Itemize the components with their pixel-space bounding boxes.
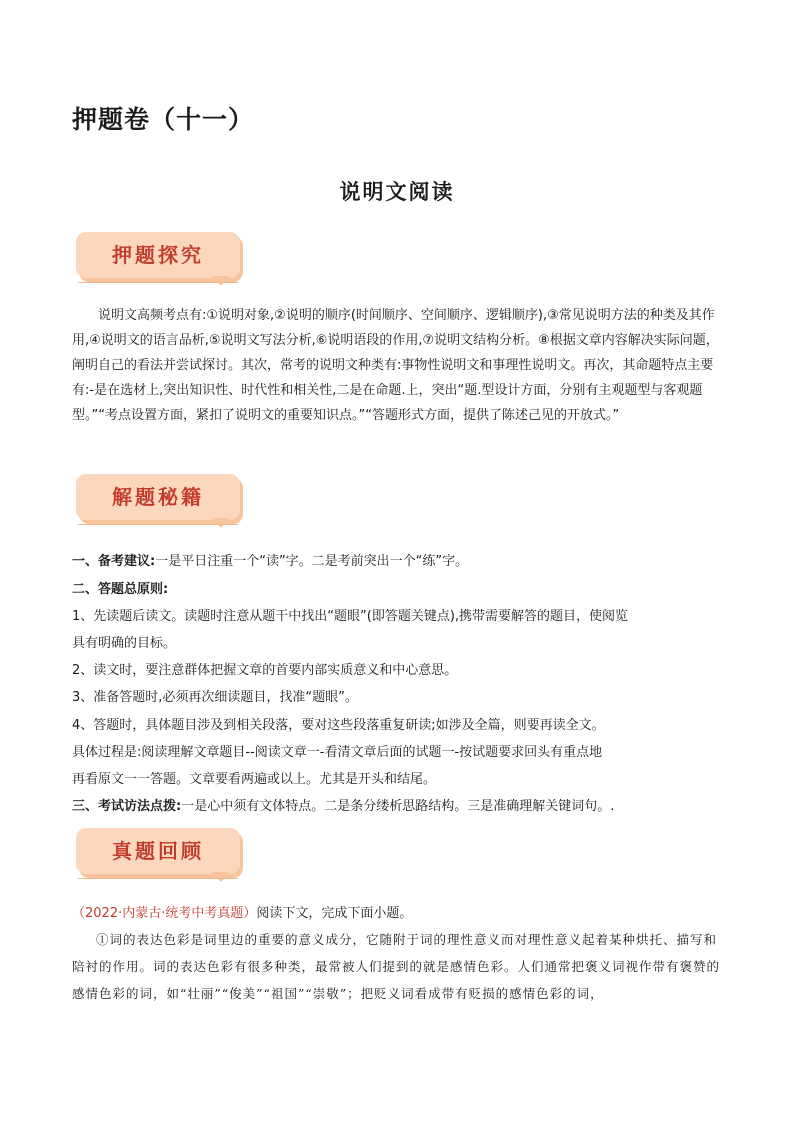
- exam-source-line: [72, 902, 412, 921]
- section-banner-tips: [76, 474, 242, 524]
- banner-label: 解题秘籍: [112, 485, 204, 509]
- tips-line: [72, 770, 436, 790]
- page-title: 押题卷（十一）: [72, 105, 255, 134]
- tips-line: [72, 688, 358, 708]
- banner-underline: [78, 282, 238, 283]
- tips-line: [72, 552, 468, 572]
- tips-line: [72, 580, 168, 600]
- banner-underline: [78, 524, 238, 525]
- tips-line: [72, 607, 628, 627]
- tips-text: 3、准备答题时,必须再次细读题目，找准“题眼”。: [72, 690, 358, 705]
- tips-heading: 一、备考建议:: [72, 554, 156, 569]
- reading-passage: ①词的表达色彩是词里边的重要的意义成分，它随附于词的理性意义而对理性意义起着某种烘托、描写和陪衬的作用。词的表达色彩有很多种类，最常被人们提到的就是感情色彩。人们通常把褒义词视作带有褒赞的感情色彩的词，如“壮丽”“俊美”“祖国”“崇敬”；把贬义词看成带有贬损的感情色彩的词，: [72, 932, 721, 1001]
- exam-source-tag: （2022·内蒙古·统考中考真题）: [72, 906, 257, 921]
- tips-text: 再看原文一一答题。文章要看两遍或以上。尤其是开头和结尾。: [72, 772, 437, 787]
- page-subtitle: 说明文阅读: [339, 180, 455, 204]
- banner-label: 真题回顾: [112, 839, 204, 863]
- tips-line: [72, 716, 605, 736]
- tips-text: 2、读文时，要注意群体把握文章的首要内部实质意义和中心意思。: [72, 663, 458, 678]
- tips-line: [72, 661, 457, 681]
- tips-line: [72, 797, 614, 817]
- tips-heading: 二、答题总原则:: [72, 582, 169, 597]
- tips-heading: 三、考试访法点拨:: [72, 799, 182, 814]
- exploration-paragraph: 说明文高频考点有:①说明对象,②说明的顺序(时间顺序、空间顺序、逻辑顺序),③常见说明方法的种类及其作用,④说明文的语言品析,⑤说明文写法分析,⑥说明语段的作用,⑦说明文结构分析。⑧根据文章内容解决实际问题，阐明自己的看法并尝试探讨。其次，常考的说明文种类有:事物性说明文和事理性说明文。再次，其命题特点主要有:-是在选材上,突出知识性、时代性和相关性,二是在命题.上，突出“题.型设计方面，分别有主观题型与客观题型。”“考点设置方面，紧扣了说明文的重要知识点。”“答题形式方面，提供了陈述己见的开放式。”: [72, 308, 719, 423]
- tips-text: 具体过程是:阅读理解文章题目--阅读文章一-看清文章后面的试题一-按试题要求回头有重点地: [72, 745, 603, 760]
- tips-text: 1、先读题后读文。读题时注意从题干中找出“题眼”(即答题关键点),携带需要解答的题目，使阅览: [72, 609, 629, 624]
- tips-text: 一是平日注重一个“读”字。二是考前突出一个“练”字。: [155, 554, 469, 569]
- tips-line: [72, 743, 602, 763]
- tips-text: 一是心中须有文体特点。二是条分缕析思路结构。三是准确理解关键词句。.: [181, 799, 615, 814]
- tips-text: 4、答题时，具体题目涉及到相关段落，要对这些段落重复研读;如涉及全篇，则要再读全文。: [72, 718, 605, 733]
- section-banner-exploration: [76, 232, 242, 282]
- exam-instruction: 阅读下文，完成下面小题。: [256, 906, 413, 921]
- tips-line: [72, 634, 176, 654]
- section-banner-review: [76, 828, 242, 878]
- banner-label: 押题探究: [112, 243, 204, 267]
- tips-text: 具有明确的目标。: [72, 636, 177, 651]
- banner-underline: [78, 878, 238, 879]
